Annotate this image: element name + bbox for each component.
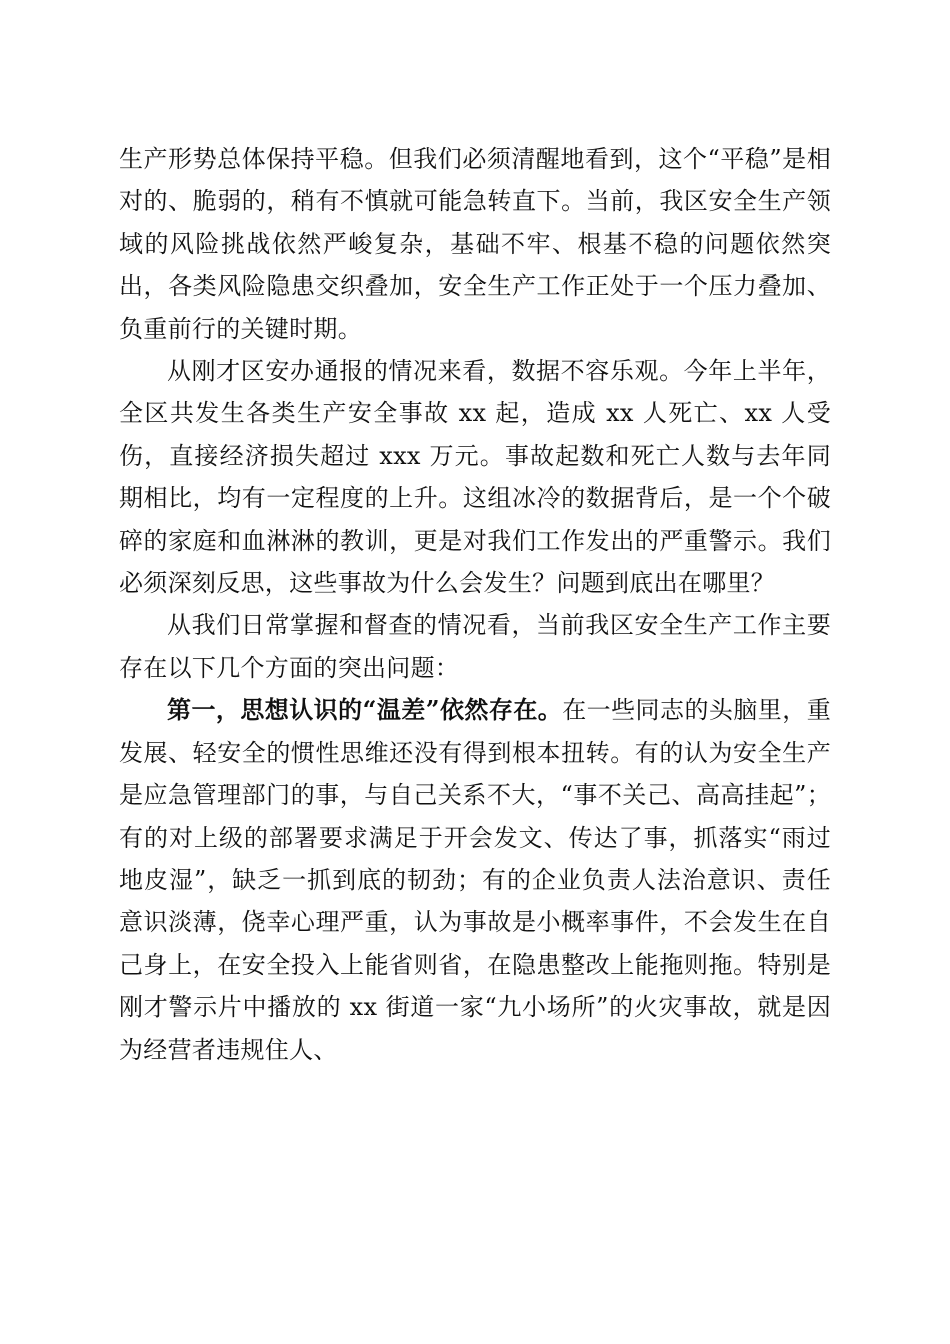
first-problem-body: 在一些同志的头脑里，重发展、轻安全的惯性思维还没有得到根本扭转。有的认为安全生产是应急管理部门的事，与自己关系不大，“事不关己、高高挂起”；有的对上级的部署要求满足于开会发文、传达了事，抓落实“雨过地皮湿”，缺乏一抓到底的韧劲；有的企业负责人法治意识、责任意识淡薄，侥幸心理严重，认为事故是小概率事件，不会发生在自己身上，在安全投入上能省则省，在隐患整改上能拖则拖。特别是刚才警示片中播放的 xx 街道一家“九小场所”的火灾事故，就是因为经营者违规住人、 [119,696,831,1064]
paragraph-first-problem [119,689,831,1071]
paragraph-accident-statistics: 从刚才区安办通报的情况来看，数据不容乐观。今年上半年，全区共发生各类生产安全事故 xx 起，造成 xx 人死亡、xx 人受伤，直接经济损失超过 xxx 万元。事故起数和死亡人数与去年同期相比，均有一定程度的上升。这组冰冷的数据背后，是一个个破碎的家庭和血淋淋的教训，更是对我们工作发出的严重警示。我们必须深刻反思，这些事故为什么会发生？问题到底出在哪里？ [119,357,831,598]
paragraph-problems-intro: 从我们日常掌握和督查的情况看，当前我区安全生产工作主要存在以下几个方面的突出问题： [119,611,831,682]
paragraph-continuation: 生产形势总体保持平稳。但我们必须清醒地看到，这个“平稳”是相对的、脆弱的，稍有不慎就可能急转直下。当前，我区安全生产领域的风险挑战依然严峻复杂，基础不牢、根基不稳的问题依然突出，各类风险隐患交织叠加，安全生产工作正处于一个压力叠加、负重前行的关键时期。 [119,145,831,343]
first-problem-heading: 第一，思想认识的“温差”依然存在。 [167,695,563,725]
document-body [119,138,831,1071]
